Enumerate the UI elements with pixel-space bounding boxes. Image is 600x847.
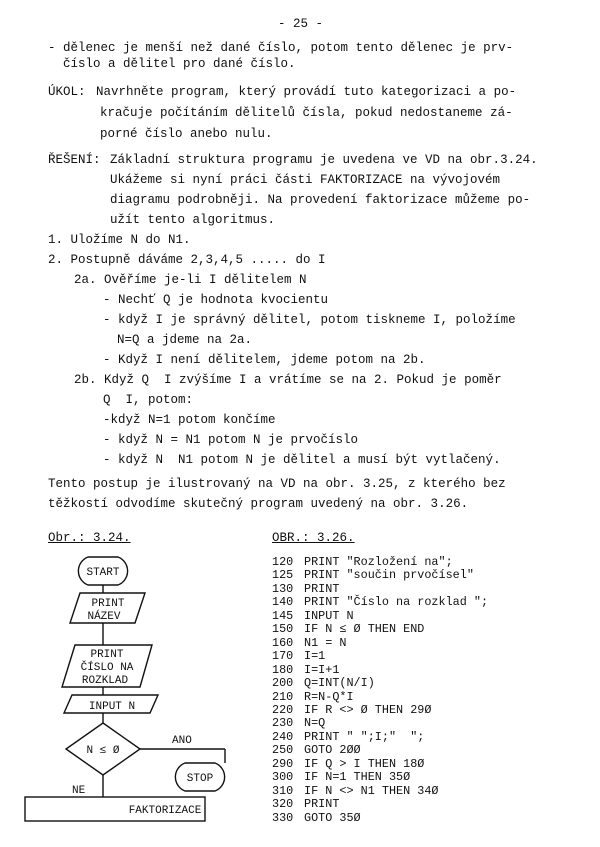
task-label: ÚKOL: xyxy=(48,85,86,99)
code-line xyxy=(272,691,488,704)
basic-code-listing xyxy=(272,556,488,825)
stop-label: STOP xyxy=(186,773,214,785)
line-number: 180 xyxy=(272,662,294,677)
solution-line-4: užít tento algoritmus. xyxy=(110,213,276,227)
code-text: PRINT "součin prvočísel" xyxy=(304,568,474,583)
code-line xyxy=(272,798,488,811)
code-line xyxy=(272,677,488,690)
code-line xyxy=(272,583,488,596)
code-text: IF N=1 THEN 35Ø xyxy=(304,770,411,785)
intro-line-1: - dělenec je menší než dané číslo, potom tento dělenec je prv- xyxy=(48,41,514,55)
code-text: IF R <> Ø THEN 29Ø xyxy=(304,702,432,717)
code-line xyxy=(272,704,488,717)
code-text: N1 = N xyxy=(304,635,347,650)
code-line xyxy=(272,744,488,757)
code-text: I=1 xyxy=(304,649,326,664)
step-2b-cont: Q I, potom: xyxy=(103,393,194,407)
process-label: FAKTORIZACE xyxy=(128,805,202,817)
step-2b: 2b. Když Q I zvýšíme I a vrátíme se na 2. Pokud je poměr xyxy=(74,373,502,387)
task-line-3: porné číslo anebo nulu. xyxy=(100,127,273,141)
line-number: 150 xyxy=(272,622,294,637)
code-line xyxy=(272,596,488,609)
task-line-1: Navrhněte program, který provádí tuto kategorizaci a po- xyxy=(96,85,517,99)
step-2a-3: - Když I není dělitelem, jdeme potom na 2b. xyxy=(103,353,426,367)
code-line xyxy=(272,556,488,569)
code-text: Q=INT(N/I) xyxy=(304,676,375,691)
line-number: 140 xyxy=(272,595,294,610)
code-text: PRINT xyxy=(304,581,340,596)
line-number: 120 xyxy=(272,555,294,569)
print-name-line2: NÁZEV xyxy=(87,611,121,623)
start-label: START xyxy=(86,567,120,579)
code-text: R=N-Q*I xyxy=(304,689,354,704)
conclusion-line-2: těžkostí odvodíme skutečný program uvedený na obr. 3.26. xyxy=(48,497,469,511)
flowchart xyxy=(0,527,230,847)
solution-line-1: Základní struktura programu je uvedena ve VD na obr.3.24. xyxy=(110,153,538,167)
step-2a-1: - Nechť Q je hodnota kvocientu xyxy=(103,293,329,307)
code-text: INPUT N xyxy=(304,608,354,623)
code-line xyxy=(272,785,488,798)
code-line xyxy=(272,650,488,663)
code-text: PRINT "Číslo na rozklad "; xyxy=(304,595,489,610)
line-number: 210 xyxy=(272,689,294,704)
code-text: PRINT "Rozložení na"; xyxy=(304,555,453,569)
step-2b-2: - když N = N1 potom N je prvočíslo xyxy=(103,433,359,447)
code-line xyxy=(272,637,488,650)
figure-right-caption: OBR.: 3.26. xyxy=(272,531,355,545)
solution-line-3: diagramu podrobněji. Na provedení faktorizace můžeme po- xyxy=(110,193,531,207)
line-number: 240 xyxy=(272,729,294,744)
task-line-2: kračuje počítáním dělitelů čísla, pokud nedostaneme zá- xyxy=(100,106,513,120)
conclusion-line-1: Tento postup je ilustrovaný na VD na obr. 3.25, z kterého bez xyxy=(48,477,506,491)
code-line xyxy=(272,664,488,677)
step-2: 2. Postupně dáváme 2,3,4,5 ..... do I xyxy=(48,253,326,267)
step-2a-2-cont: N=Q a jdeme na 2a. xyxy=(117,333,253,347)
code-line xyxy=(272,623,488,636)
line-number: 310 xyxy=(272,783,294,798)
step-2b-1: -když N=1 potom končíme xyxy=(103,413,276,427)
page-number: - 25 - xyxy=(278,17,324,31)
input-label: INPUT N xyxy=(88,701,136,713)
line-number: 320 xyxy=(272,797,294,812)
intro-line-2: číslo a dělitel pro dané číslo. xyxy=(48,57,296,71)
code-text: GOTO 2ØØ xyxy=(304,743,361,758)
line-number: 160 xyxy=(272,635,294,650)
line-number: 230 xyxy=(272,716,294,731)
code-line xyxy=(272,771,488,784)
decision-label: N ≤ Ø xyxy=(86,745,120,757)
line-number: 125 xyxy=(272,568,294,583)
code-line xyxy=(272,758,488,771)
code-text: IF N ≤ Ø THEN END xyxy=(304,622,425,637)
print-num-line2: ČÍSLO NA xyxy=(80,662,134,674)
line-number: 290 xyxy=(272,756,294,771)
step-2a-2: - když I je správný dělitel, potom tiskneme I, položíme xyxy=(103,313,516,327)
step-1: 1. Uložíme N do N1. xyxy=(48,233,191,247)
line-number: 220 xyxy=(272,702,294,717)
code-text: IF N <> N1 THEN 34Ø xyxy=(304,783,439,798)
line-number: 250 xyxy=(272,743,294,758)
print-num-line1: PRINT xyxy=(90,649,124,661)
step-2a: 2a. Ověříme je-li I dělitelem N xyxy=(74,273,307,287)
line-number: 330 xyxy=(272,810,294,825)
code-line xyxy=(272,717,488,730)
line-number: 300 xyxy=(272,770,294,785)
code-line xyxy=(272,812,488,825)
code-text: N=Q xyxy=(304,716,326,731)
code-text: GOTO 35Ø xyxy=(304,810,361,825)
code-text: IF Q > I THEN 18Ø xyxy=(304,756,425,771)
code-line xyxy=(272,731,488,744)
code-text: PRINT " ";I;" "; xyxy=(304,729,425,744)
line-number: 200 xyxy=(272,676,294,691)
line-number: 130 xyxy=(272,581,294,596)
step-2b-3: - když N N1 potom N je dělitel a musí být vytlačený. xyxy=(103,453,501,467)
no-label: NE xyxy=(72,785,86,797)
print-name-line1: PRINT xyxy=(91,598,125,610)
solution-line-2: Ukážeme si nyní práci části FAKTORIZACE na vývojovém xyxy=(110,173,501,187)
line-number: 170 xyxy=(272,649,294,664)
code-line xyxy=(272,569,488,582)
code-text: I=I+1 xyxy=(304,662,340,677)
print-num-line3: ROZKLAD xyxy=(81,675,129,687)
line-number: 145 xyxy=(272,608,294,623)
yes-label: ANO xyxy=(172,735,192,747)
solution-label: ŘEŠENÍ: xyxy=(48,153,101,167)
code-text: PRINT xyxy=(304,797,340,812)
figure-left-caption: Obr.: 3.24. xyxy=(48,531,131,545)
code-line xyxy=(272,610,488,623)
